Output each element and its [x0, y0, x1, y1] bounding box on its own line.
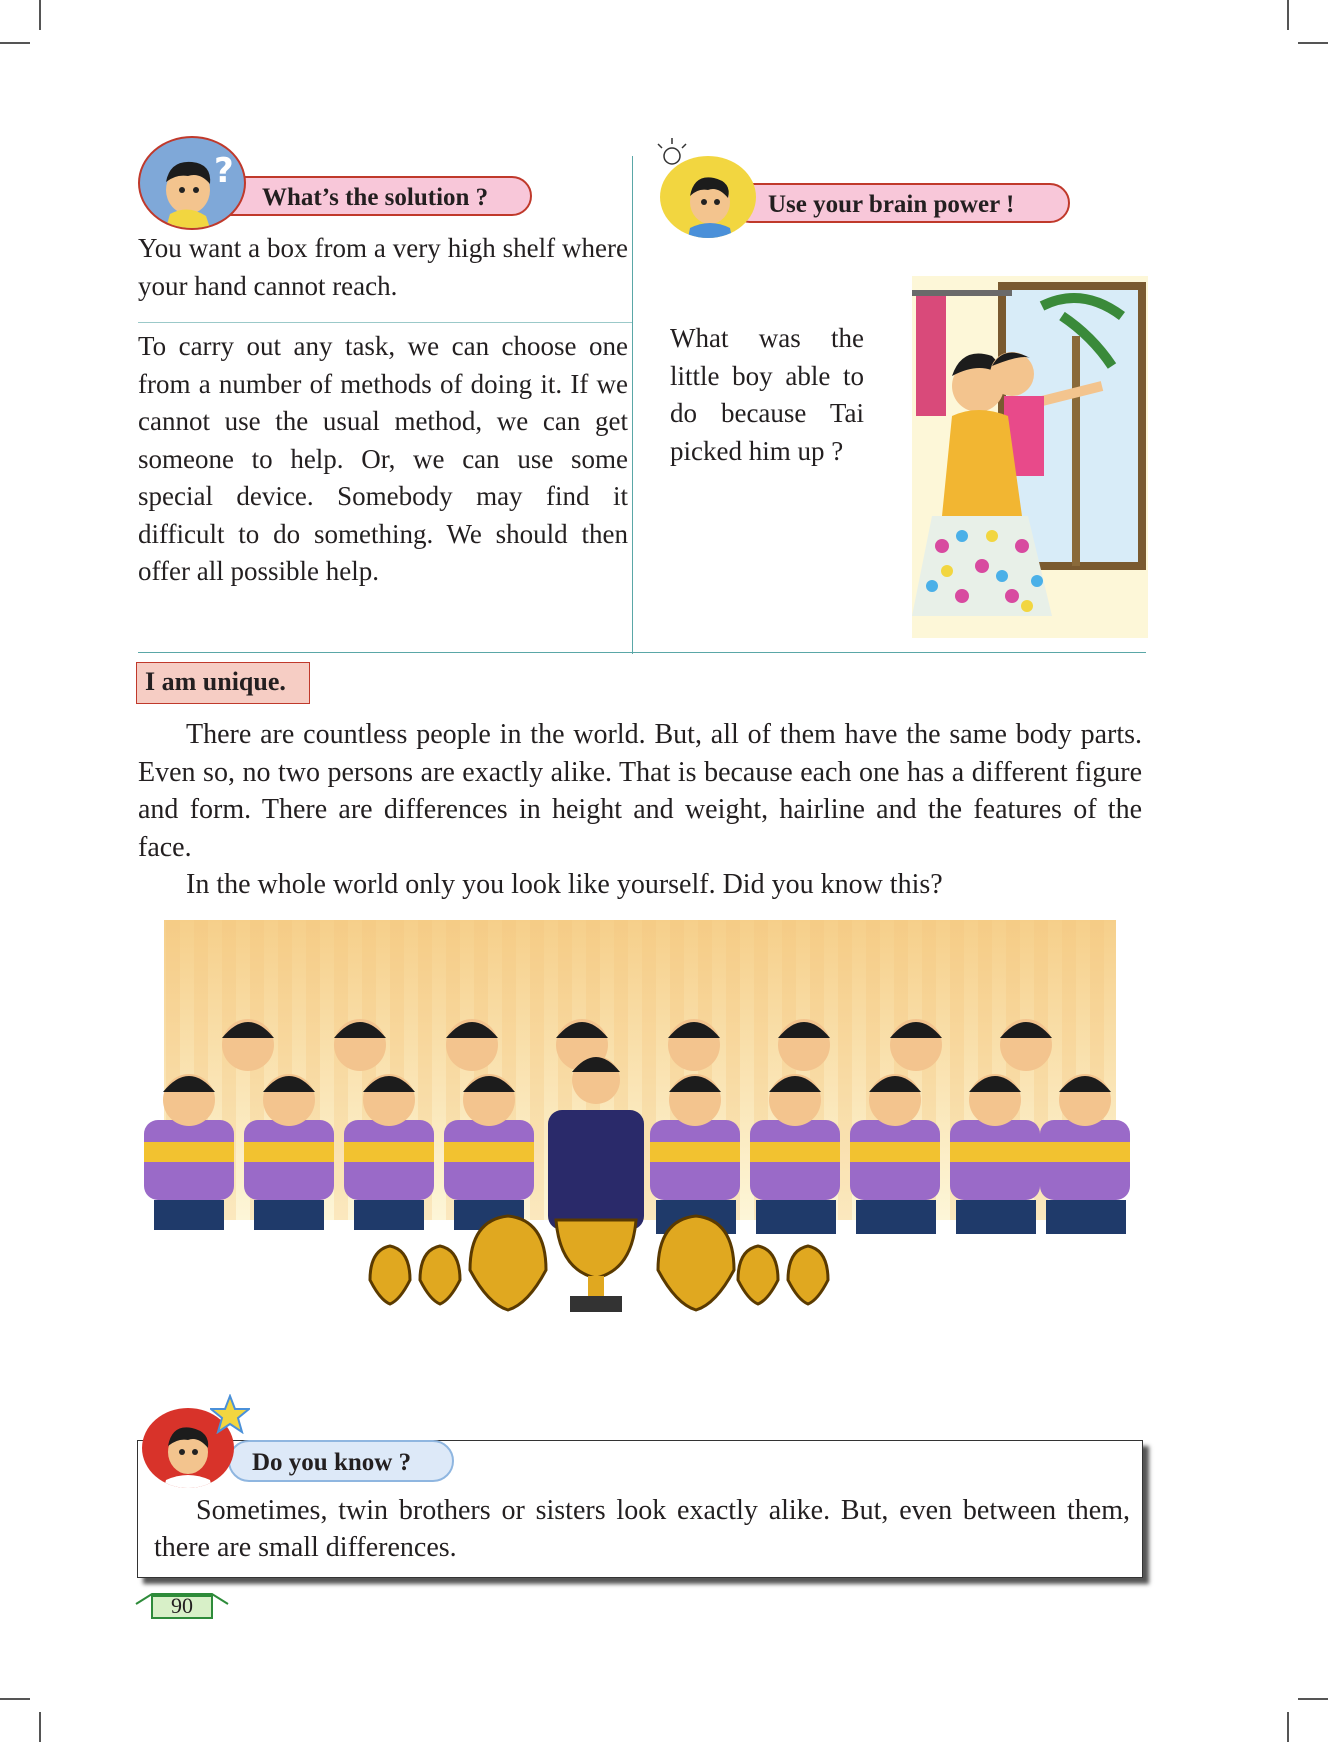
brain-title-text: Use your brain power !	[768, 191, 1015, 218]
girl-carrying-boy-illustration	[912, 276, 1148, 638]
crop-mark	[39, 0, 41, 30]
unique-heading: I am unique.	[136, 662, 310, 704]
brain-question: What was the little boy able to do because Tai picked him up ?	[670, 323, 864, 466]
class-photo-illustration	[138, 920, 1142, 1320]
solution-explanation: To carry out any task, we can choose one from a number of methods of doing it. If we cannot use the usual method, we can get someone to help. Or, we can use some special device. Somebody may find it difficult to do something. We should then offer all possible help.	[138, 331, 628, 586]
thinking-boy-icon	[138, 136, 246, 230]
column-divider	[632, 156, 633, 654]
know-title	[228, 1440, 454, 1482]
svg-text:?: ?	[214, 151, 234, 191]
solution-problem: You want a box from a very high shelf where your hand cannot reach.	[138, 233, 628, 301]
know-title-text: Do you know ?	[252, 1449, 412, 1476]
crop-mark	[1287, 0, 1289, 30]
crop-mark	[0, 42, 30, 44]
star-icon	[210, 1394, 250, 1434]
section-divider	[138, 652, 1146, 653]
unique-paragraph-1: There are countless people in the world. But, all of them have the same body parts. Even so, no two persons are exactly alike. That is because each one has a different figure and form. There are differences in height and weight, hairline and the features of the face.	[138, 719, 1142, 863]
crop-mark	[0, 1698, 30, 1700]
divider	[138, 322, 632, 323]
brain-title	[730, 183, 1070, 223]
crop-mark	[1298, 1698, 1328, 1700]
lightbulb-icon	[652, 134, 692, 174]
unique-paragraph-2: In the whole world only you look like yourself. Did you know this?	[186, 869, 943, 900]
page-number: 90	[171, 1593, 193, 1618]
solution-title-text: What’s the solution ?	[262, 184, 489, 211]
page-number-badge	[134, 1590, 230, 1620]
crop-mark	[1287, 1712, 1289, 1742]
unique-text	[138, 716, 1142, 904]
crop-mark	[39, 1712, 41, 1742]
know-text: Sometimes, twin brothers or sisters look exactly alike. But, even between them, there are small differences.	[154, 1495, 1130, 1563]
crop-mark	[1298, 42, 1328, 44]
